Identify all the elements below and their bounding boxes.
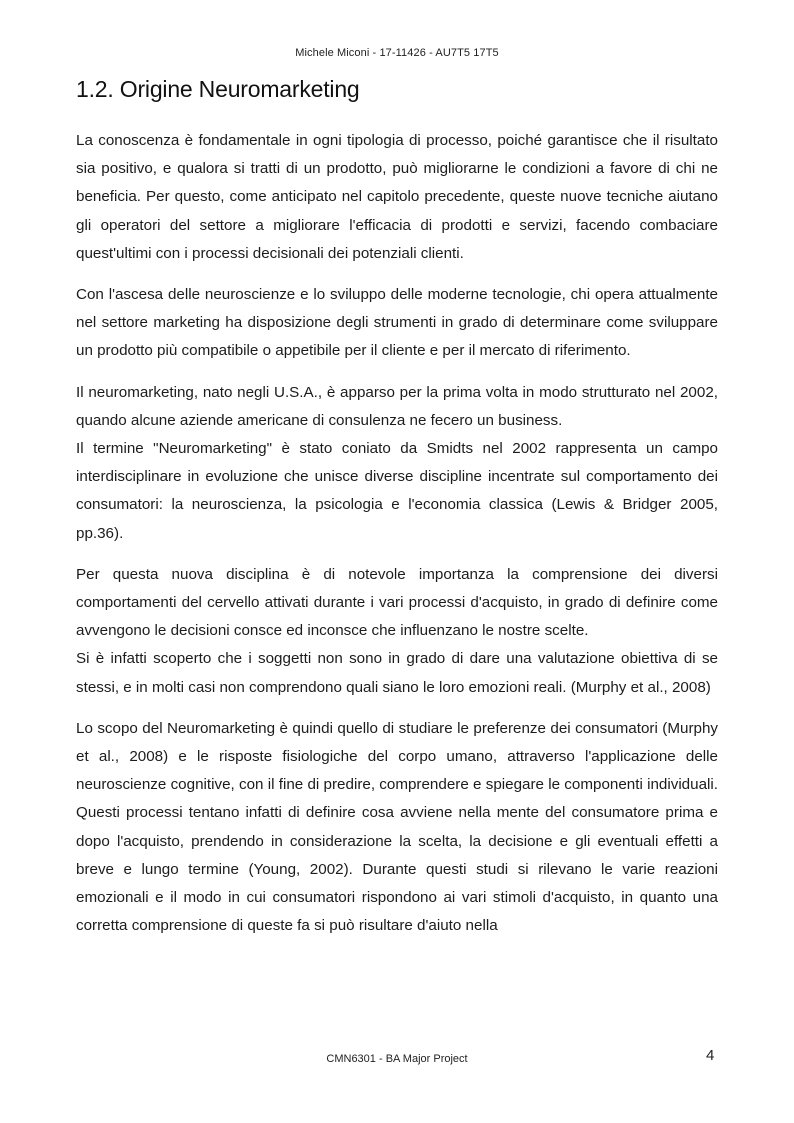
paragraph-purpose: Lo scopo del Neuromarketing è quindi quello di studiare le preferenze dei consumatori (Murphy et al., 2008) e le risposte fisiologiche del corpo umano, attraverso l'applicazione delle neuroscienze cognitive, con il fine di predire, comprendere e spiegare le componenti individuali. Questi processi tentano infatti di definire cosa avviene nella mente del consumatore prima e dopo l'acquisto, prendendo in considerazione la scelta, la decisione e gli eventuali effetti a breve e lungo termine (Young, 2002). Durante questi studi si rilevano le varie reazioni emozionali e il modo in cui consumatori rispondono ai vari stimoli d'acquisto, in quanto una corretta comprensione di queste fa si può risultare d'aiuto nella [76, 719, 718, 935]
paragraph-neuromarketing-origin: Il neuromarketing, nato negli U.S.A., è apparso per la prima volta in modo strutturato nel 2002, quando alcune aziende americane di consulenza ne fecero un business. [76, 383, 718, 429]
page-number: 4 [706, 1047, 715, 1064]
paragraph-knowledge: La conoscenza è fondamentale in ogni tipologia di processo, poiché garantisce che il risultato sia positivo, e qualora si tratti di un prodotto, può migliorarne le condizioni a favore di chi ne beneficia. Per questo, come anticipato nel capitolo precedente, queste nuove tecniche aiutano gli operatori del settore a migliorare l'efficacia di prodotti e servizi, facendo combaciare quest'ultimi con i processi decisionali dei potenziali clienti. [76, 132, 718, 262]
section-title: 1.2. Origine Neuromarketing [76, 76, 360, 102]
running-header: Michele Miconi - 17-11426 - AU7T5 17T5 [295, 47, 499, 59]
paragraph-neuroscience-rise: Con l'ascesa delle neuroscienze e lo sviluppo delle moderne tecnologie, chi opera attualmente nel settore marketing ha disposizione degli strumenti in grado di determinare come sviluppare un prodotto più compatibile o appetibile per il cliente e per il mercato di riferimento. [76, 286, 718, 360]
paragraph-self-evaluation: Si è infatti scoperto che i soggetti non sono in grado di dare una valutazione obiettiva di se stessi, e in molti casi non comprendono quali siano le loro emozioni reali. (Murphy et al., 2008) [76, 650, 718, 696]
body-text [76, 127, 718, 953]
paragraph-term-definition: Il termine "Neuromarketing" è stato coniato da Smidts nel 2002 rappresenta un campo interdisciplinare in evoluzione che unisce diverse discipline incentrate sul comportamento dei consumatori: la neuroscienza, la psicologia e l'economia classica (Lewis & Bridger 2005, pp.36). [76, 440, 718, 542]
page-footer: CMN6301 - BA Major Project [326, 1053, 468, 1065]
paragraph-brain-behaviour: Per questa nuova disciplina è di notevole importanza la comprensione dei diversi comportamenti del cervello attivati durante i vari processi d'acquisto, in grado di definire come avvengono le decisioni consce ed inconsce che influenzano le nostre scelte. [76, 565, 718, 640]
